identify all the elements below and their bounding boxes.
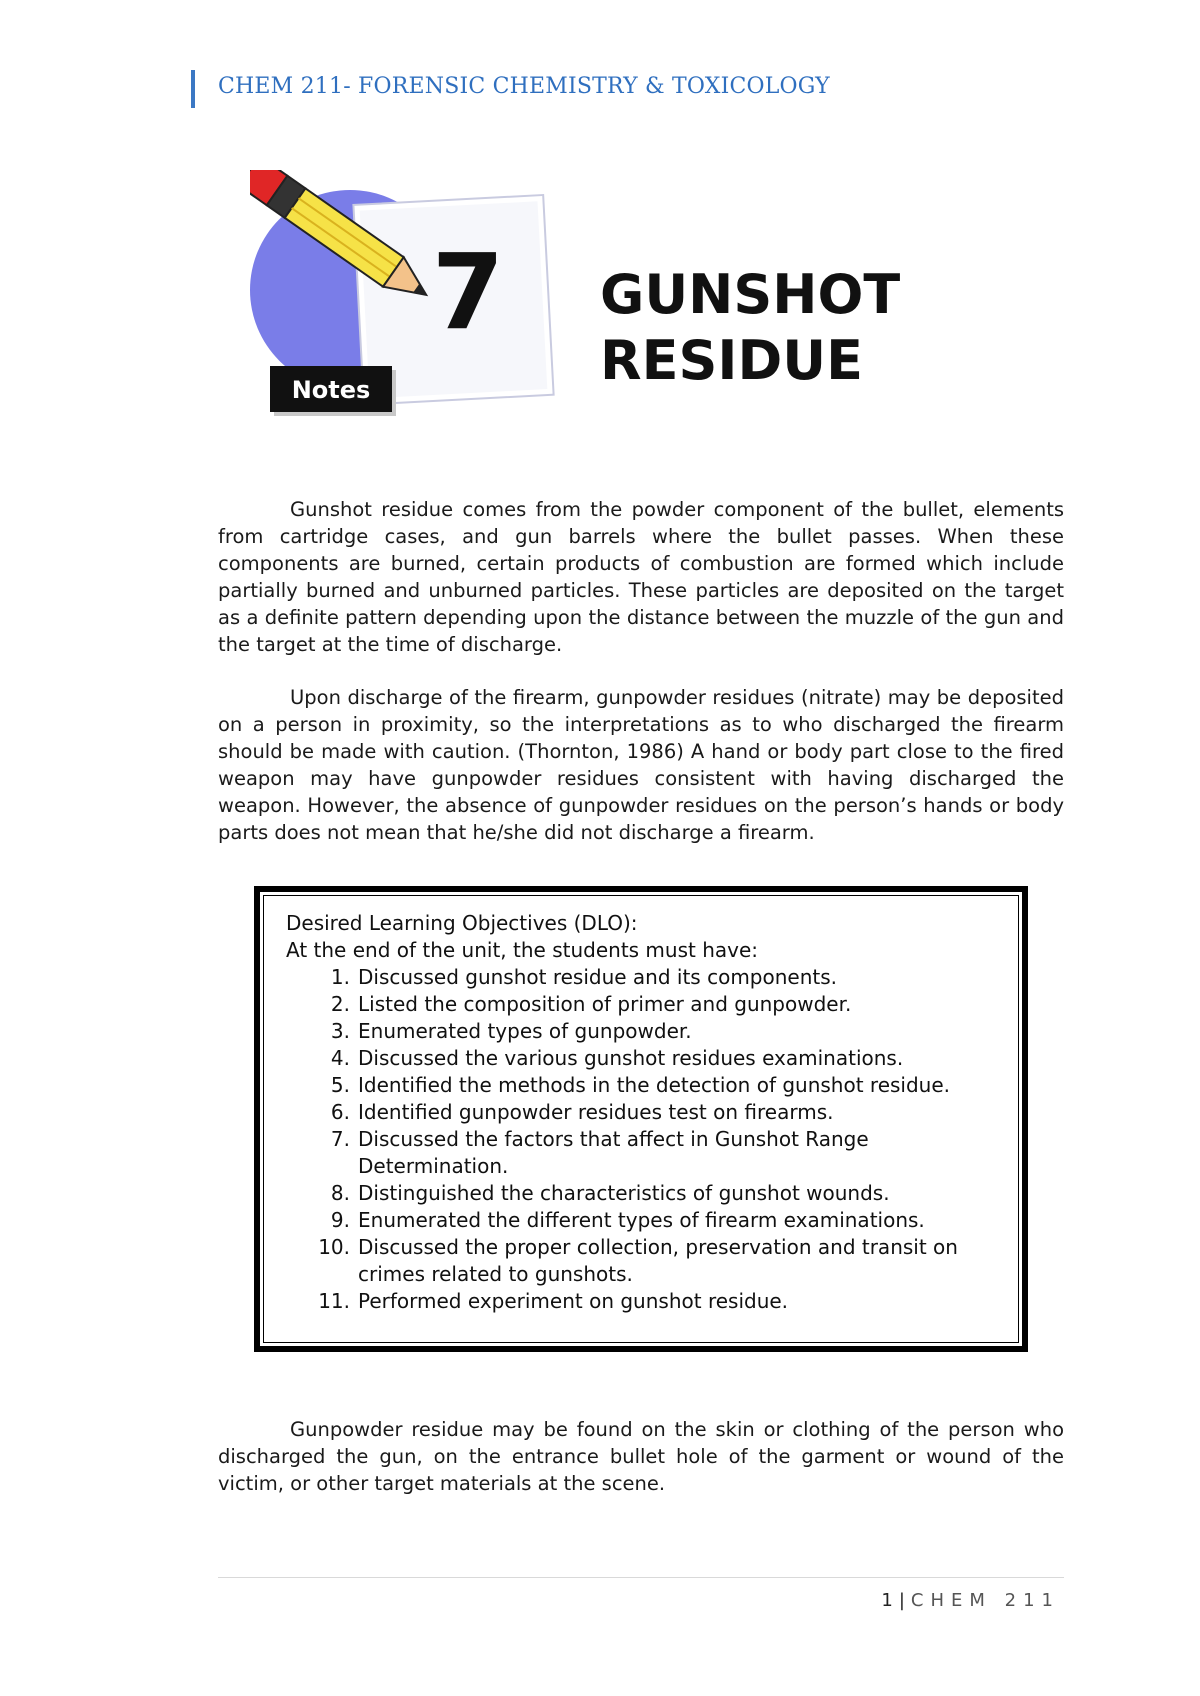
dlo-item	[286, 1099, 1002, 1126]
chapter-title	[600, 262, 900, 394]
page-number: 1	[881, 1590, 893, 1611]
dlo-item	[286, 1072, 1002, 1099]
chapter-notes-graphic	[250, 170, 590, 450]
intro-paragraph-2	[218, 684, 1064, 846]
dlo-item	[286, 991, 1002, 1018]
dlo-item	[286, 1180, 1002, 1207]
paragraph-text: Gunpowder residue may be found on the skin or clothing of the person who discharged the gun, on the entrance bullet hole of the garment or wound of the victim, or other target materials at the scene.	[218, 1418, 1064, 1495]
chapter-number: 7	[431, 231, 505, 353]
notes-badge-label: Notes	[291, 376, 371, 404]
learning-objectives-inner	[263, 895, 1019, 1343]
footer-divider	[218, 1577, 1064, 1578]
intro-paragraph-1	[218, 496, 1064, 658]
dlo-heading: Desired Learning Objectives (DLO):	[286, 911, 638, 935]
paragraph-text: Upon discharge of the firearm, gunpowder residues (nitrate) may be deposited on a person in proximity, so the interpretations as to who discharged the firearm should be made with caution. (Thornton, 1986) A hand or body part close to the fired weapon may have gunpowder residues consistent with having discharged the weapon. However, the absence of gunpowder residues on the person’s hands or body parts does not mean that he/she did not discharge a firearm.	[218, 686, 1064, 844]
dlo-list	[286, 964, 1002, 1315]
dlo-item-text: Discussed the various gunshot residues examinations.	[358, 1046, 904, 1070]
dlo-item	[286, 1045, 1002, 1072]
chapter-title-line1: GUNSHOT	[600, 263, 901, 326]
notes-badge	[270, 366, 396, 416]
dlo-item-text: Discussed the factors that affect in Gunshot Range Determination.	[358, 1127, 869, 1178]
dlo-item-number: 1.	[330, 965, 350, 989]
dlo-item-text: Identified the methods in the detection of gunshot residue.	[358, 1073, 951, 1097]
header-accent-bar	[191, 70, 195, 108]
dlo-item-text: Distinguished the characteristics of gunshot wounds.	[358, 1181, 890, 1205]
learning-objectives-box	[254, 886, 1028, 1352]
dlo-item	[286, 964, 1002, 991]
dlo-item-number: 7.	[330, 1127, 350, 1151]
dlo-item-number: 4.	[330, 1046, 350, 1070]
paragraph-text: Gunshot residue comes from the powder component of the bullet, elements from cartridge cases, and gun barrels where the bullet passes. When these components are burned, certain products of combustion are formed which include partially burned and unburned particles. These particles are deposited on the target as a definite pattern depending upon the distance between the muzzle of the gun and the target at the time of discharge.	[218, 498, 1064, 656]
dlo-item-number: 9.	[330, 1208, 350, 1232]
dlo-item-number: 6.	[330, 1100, 350, 1124]
dlo-item	[286, 1234, 1002, 1288]
dlo-item-number: 8.	[330, 1181, 350, 1205]
dlo-item-number: 5.	[330, 1073, 350, 1097]
page-footer	[881, 1590, 1060, 1611]
dlo-item	[286, 1018, 1002, 1045]
course-header-title: CHEM 211- FORENSIC CHEMISTRY & TOXICOLOGY	[218, 74, 830, 99]
dlo-item-number: 2.	[330, 992, 350, 1016]
dlo-item-text: Listed the composition of primer and gunpowder.	[358, 992, 852, 1016]
footer-separator: |	[898, 1590, 905, 1611]
dlo-item-text: Enumerated the different types of firearm examinations.	[358, 1208, 925, 1232]
dlo-intro: At the end of the unit, the students must have:	[286, 938, 759, 962]
dlo-item-text: Enumerated types of gunpowder.	[358, 1019, 692, 1043]
dlo-item-text: Discussed the proper collection, preservation and transit on crimes related to gunshots.	[358, 1235, 958, 1286]
dlo-item	[286, 1288, 1002, 1315]
dlo-item	[286, 1207, 1002, 1234]
dlo-item	[286, 1126, 1002, 1180]
dlo-item-number: 11.	[318, 1289, 350, 1313]
dlo-item-number: 3.	[330, 1019, 350, 1043]
chapter-title-line2: RESIDUE	[600, 329, 864, 392]
dlo-item-text: Identified gunpowder residues test on firearms.	[358, 1100, 834, 1124]
dlo-item-number: 10.	[318, 1235, 350, 1259]
dlo-item-text: Performed experiment on gunshot residue.	[358, 1289, 789, 1313]
dlo-item-text: Discussed gunshot residue and its components.	[358, 965, 838, 989]
closing-paragraph	[218, 1416, 1064, 1497]
footer-course-code: CHEM 211	[910, 1590, 1060, 1611]
